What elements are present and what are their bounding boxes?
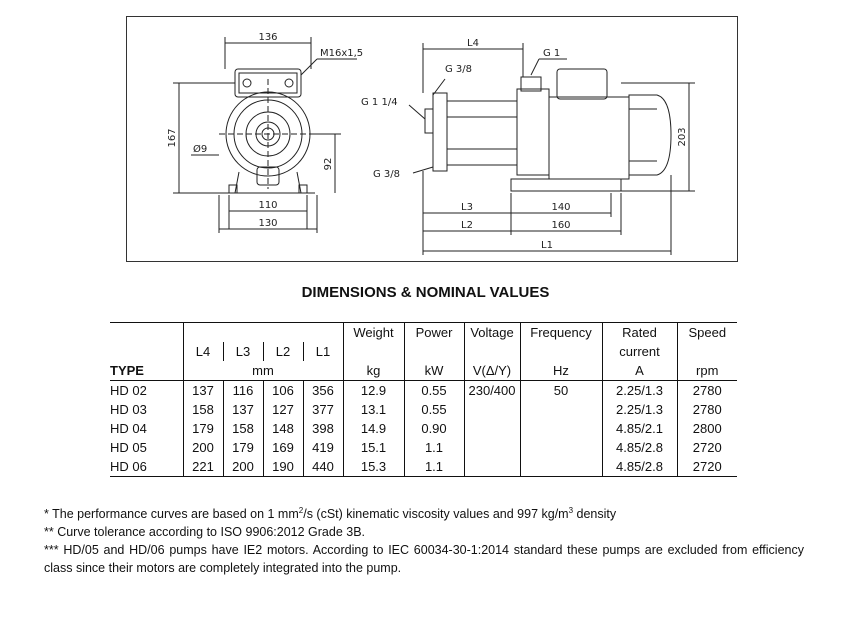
header-row-1	[110, 323, 737, 343]
value-cell: 419	[303, 438, 343, 457]
dim-140: 140	[551, 202, 571, 213]
unit-cell: kg	[343, 361, 404, 381]
table-row	[110, 381, 737, 401]
header-cell	[110, 323, 183, 343]
value-cell	[520, 400, 602, 419]
value-cell: 0.90	[404, 419, 464, 438]
header-cell: L3	[223, 342, 263, 361]
header-cell: L2	[263, 342, 303, 361]
header-cell: current	[602, 342, 677, 361]
value-cell	[520, 438, 602, 457]
header-cell	[343, 342, 404, 361]
value-cell: 440	[303, 457, 343, 477]
header-cell: Power	[404, 323, 464, 343]
value-cell: 137	[183, 381, 223, 401]
value-cell: 200	[183, 438, 223, 457]
value-cell	[464, 419, 520, 438]
value-cell	[464, 457, 520, 477]
header-row-3	[110, 361, 737, 381]
dim-foot-inner: 110	[258, 200, 278, 211]
dim-foot-outer: 130	[258, 218, 278, 229]
value-cell	[464, 400, 520, 419]
value-cell: 2720	[677, 438, 737, 457]
dim-axis-height: 92	[323, 157, 334, 171]
header-cell	[464, 342, 520, 361]
header-cell: L4	[183, 342, 223, 361]
value-cell: 1.1	[404, 438, 464, 457]
notes	[44, 502, 804, 577]
note-3: *** HD/05 and HD/06 pumps have IE2 motors. According to IEC 60034-30-1:2014 standard these pumps are excluded from efficiency class since their motors are completely integrated into the pump.	[44, 543, 804, 576]
note-1-sup1: 2	[298, 506, 304, 515]
type-header: TYPE	[110, 361, 183, 381]
value-cell: 2780	[677, 381, 737, 401]
header-cell	[183, 323, 223, 343]
value-cell: 106	[263, 381, 303, 401]
header-cell: Speed	[677, 323, 737, 343]
value-cell: 2800	[677, 419, 737, 438]
note-1-suffix: density	[573, 507, 617, 522]
value-cell: 13.1	[343, 400, 404, 419]
header-cell	[110, 342, 183, 361]
value-cell: 12.9	[343, 381, 404, 401]
value-cell: 4.85/2.1	[602, 419, 677, 438]
dim-width-top: 136	[258, 32, 278, 43]
header-cell: L1	[303, 342, 343, 361]
note-1	[44, 502, 804, 523]
value-cell: 116	[223, 381, 263, 401]
value-cell	[464, 438, 520, 457]
value-cell: 15.3	[343, 457, 404, 477]
value-cell: 2780	[677, 400, 737, 419]
value-cell: 0.55	[404, 381, 464, 401]
unit-mm: mm	[183, 361, 343, 381]
value-cell: 190	[263, 457, 303, 477]
value-cell: 221	[183, 457, 223, 477]
note-2: ** Curve tolerance according to ISO 9906:2012 Grade 3B.	[44, 525, 366, 540]
value-cell: 169	[263, 438, 303, 457]
note-1-prefix: * The performance curves are based on 1 mm	[44, 507, 299, 522]
dim-l4: L4	[467, 38, 479, 49]
unit-cell: A	[602, 361, 677, 381]
header-cell: Voltage	[464, 323, 520, 343]
header-cell	[223, 323, 263, 343]
value-cell: 2720	[677, 457, 737, 477]
value-cell: 179	[183, 419, 223, 438]
type-cell: HD 05	[110, 440, 147, 455]
value-cell: 15.1	[343, 438, 404, 457]
dim-g114: G 1 1/4	[361, 97, 398, 108]
table-row	[110, 400, 737, 419]
table-row	[110, 438, 737, 457]
value-cell: 127	[263, 400, 303, 419]
dim-l2: L2	[461, 220, 473, 231]
dim-g1-top: G 1	[543, 48, 561, 59]
value-cell: 2.25/1.3	[602, 381, 677, 401]
header-cell	[263, 323, 303, 343]
type-cell: HD 06	[110, 457, 183, 477]
value-cell: 148	[263, 419, 303, 438]
value-cell: 137	[223, 400, 263, 419]
dim-l3: L3	[461, 202, 473, 213]
dim-g38-top: G 3/8	[445, 64, 473, 75]
value-cell: 14.9	[343, 419, 404, 438]
unit-cell: rpm	[677, 361, 737, 381]
section-title: DIMENSIONS & NOMINAL VALUES	[301, 284, 550, 301]
value-cell: 179	[223, 438, 263, 457]
table-row	[110, 419, 737, 438]
unit-cell: Hz	[520, 361, 602, 381]
value-cell: 1.1	[404, 457, 464, 477]
dim-height-203: 203	[677, 127, 688, 147]
type-cell: HD 04	[110, 421, 147, 436]
table-row	[110, 457, 737, 477]
type-cell: HD 02	[110, 383, 147, 398]
dim-160: 160	[551, 220, 571, 231]
value-cell: 377	[303, 400, 343, 419]
value-cell: 356	[303, 381, 343, 401]
dim-hole: Ø9	[193, 144, 208, 155]
dim-height-total: 167	[167, 128, 178, 148]
table-body	[110, 323, 737, 477]
value-cell: 4.85/2.8	[602, 438, 677, 457]
pump-drawing-svg	[127, 17, 739, 263]
header-cell: Frequency	[520, 323, 602, 343]
technical-drawing	[126, 16, 738, 262]
value-cell: 50	[520, 381, 602, 401]
note-1-sup2: 3	[568, 506, 574, 515]
dim-l1: L1	[541, 240, 553, 251]
value-cell: 200	[223, 457, 263, 477]
dim-thread: M16x1,5	[320, 48, 364, 59]
header-cell: Weight	[343, 323, 404, 343]
header-cell: Rated	[602, 323, 677, 343]
header-cell	[677, 342, 737, 361]
value-cell: 2.25/1.3	[602, 400, 677, 419]
header-row-2	[110, 342, 737, 361]
header-cell	[303, 323, 343, 343]
value-cell: 4.85/2.8	[602, 457, 677, 477]
type-cell: HD 03	[110, 402, 147, 417]
value-cell: 0.55	[404, 400, 464, 419]
value-cell: 230/400	[464, 381, 520, 401]
dim-g38-bottom: G 3/8	[373, 169, 401, 180]
header-cell	[520, 342, 602, 361]
dimensions-table	[110, 322, 737, 477]
value-cell: 158	[223, 419, 263, 438]
note-1-mid: /s (cSt) kinematic viscosity values and 997 kg/m	[303, 507, 569, 522]
unit-cell: kW	[404, 361, 464, 381]
unit-cell: V(Δ/Y)	[464, 361, 520, 381]
header-cell	[404, 342, 464, 361]
value-cell	[520, 457, 602, 477]
value-cell: 398	[303, 419, 343, 438]
value-cell: 158	[183, 400, 223, 419]
value-cell	[520, 419, 602, 438]
